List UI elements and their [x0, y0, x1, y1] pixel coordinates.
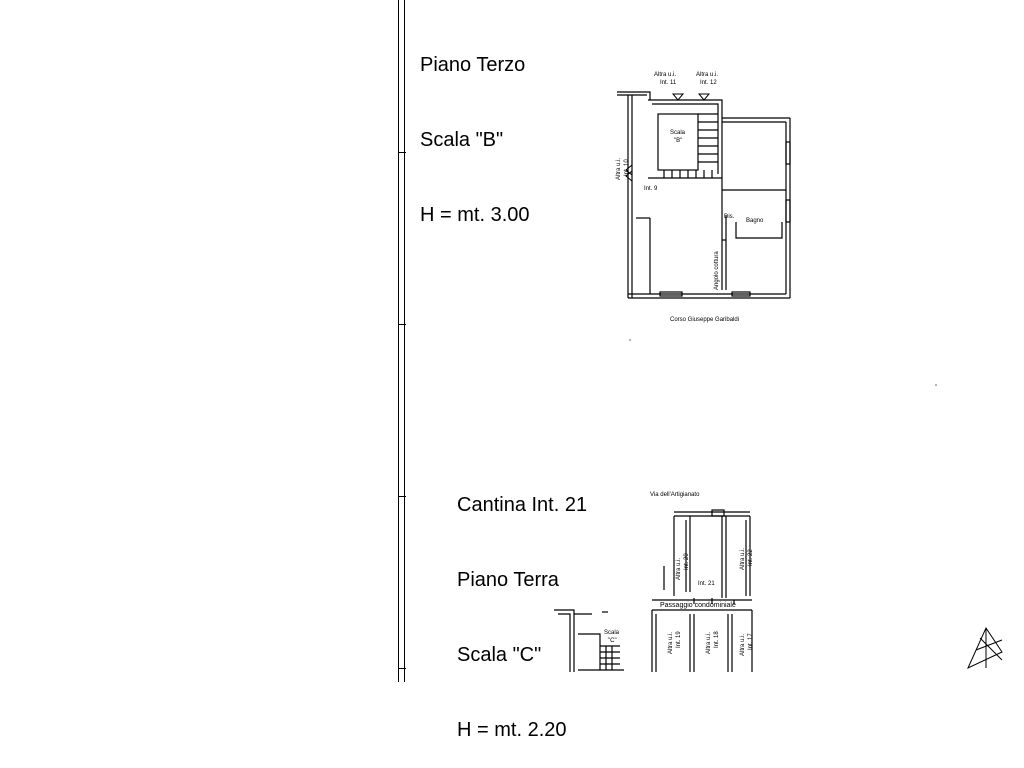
upper-plan-arrows [626, 94, 709, 181]
label-int-12: Int. 12 [700, 80, 717, 86]
label-int-22: Int. 22 [748, 549, 754, 566]
label-altra-19: Altra u.i. [668, 631, 674, 654]
label-disimpegno: Dis. [724, 214, 735, 220]
label-scala-b: Scala [670, 130, 686, 136]
label-scala-c-letter: "C" [608, 638, 617, 644]
label-corso-garibaldi: Corso Giuseppe Garibaldi [670, 317, 740, 323]
lower-heading-floor: Piano Terra [457, 569, 559, 591]
lower-heading-height: H = mt. 2.20 [457, 719, 567, 741]
upper-floor-plan [617, 92, 790, 298]
label-int-19: Int. 19 [676, 631, 682, 648]
label-int-11: Int. 11 [660, 80, 677, 86]
label-int-20: Int. 20 [684, 553, 690, 570]
label-altra-22: Altra u.i. [740, 547, 746, 570]
label-int-9: Int. 9 [644, 186, 658, 192]
speck [935, 384, 936, 385]
label-passaggio: Passaggio condominiale [660, 602, 736, 609]
north-arrow-icon [968, 628, 1002, 668]
label-altra-11: Altra u.i. [654, 72, 677, 78]
label-altra-18: Altra u.i. [706, 631, 712, 654]
label-scala-b-letter: "B" [674, 138, 683, 144]
upper-heading-height: H = mt. 3.00 [420, 204, 530, 226]
speck [629, 339, 630, 340]
lower-heading-stair: Scala "C" [457, 644, 542, 666]
lower-heading-unit: Cantina Int. 21 [457, 494, 588, 516]
lower-floor-plan [554, 510, 752, 672]
label-altra-20: Altra u.i. [676, 557, 682, 580]
label-bagno: Bagno [746, 218, 764, 224]
label-altra-12: Altra u.i. [696, 72, 719, 78]
label-scala-c: Scala [604, 630, 620, 636]
label-int-21: Int. 21 [698, 581, 715, 587]
label-altra-17: Altra u.i. [740, 633, 746, 656]
upper-heading-stair: Scala "B" [420, 129, 504, 151]
label-angolo-cottura: Angolo cottura [714, 251, 720, 290]
label-altra-10: Altra u.i. [616, 157, 622, 180]
upper-heading-floor: Piano Terzo [420, 54, 526, 76]
label-via-artigianato: Via dell'Artigianato [650, 492, 700, 498]
label-int-17: Int. 17 [748, 633, 754, 650]
label-int-18: Int. 18 [714, 631, 720, 648]
label-int-10: Int. 10 [624, 159, 630, 176]
